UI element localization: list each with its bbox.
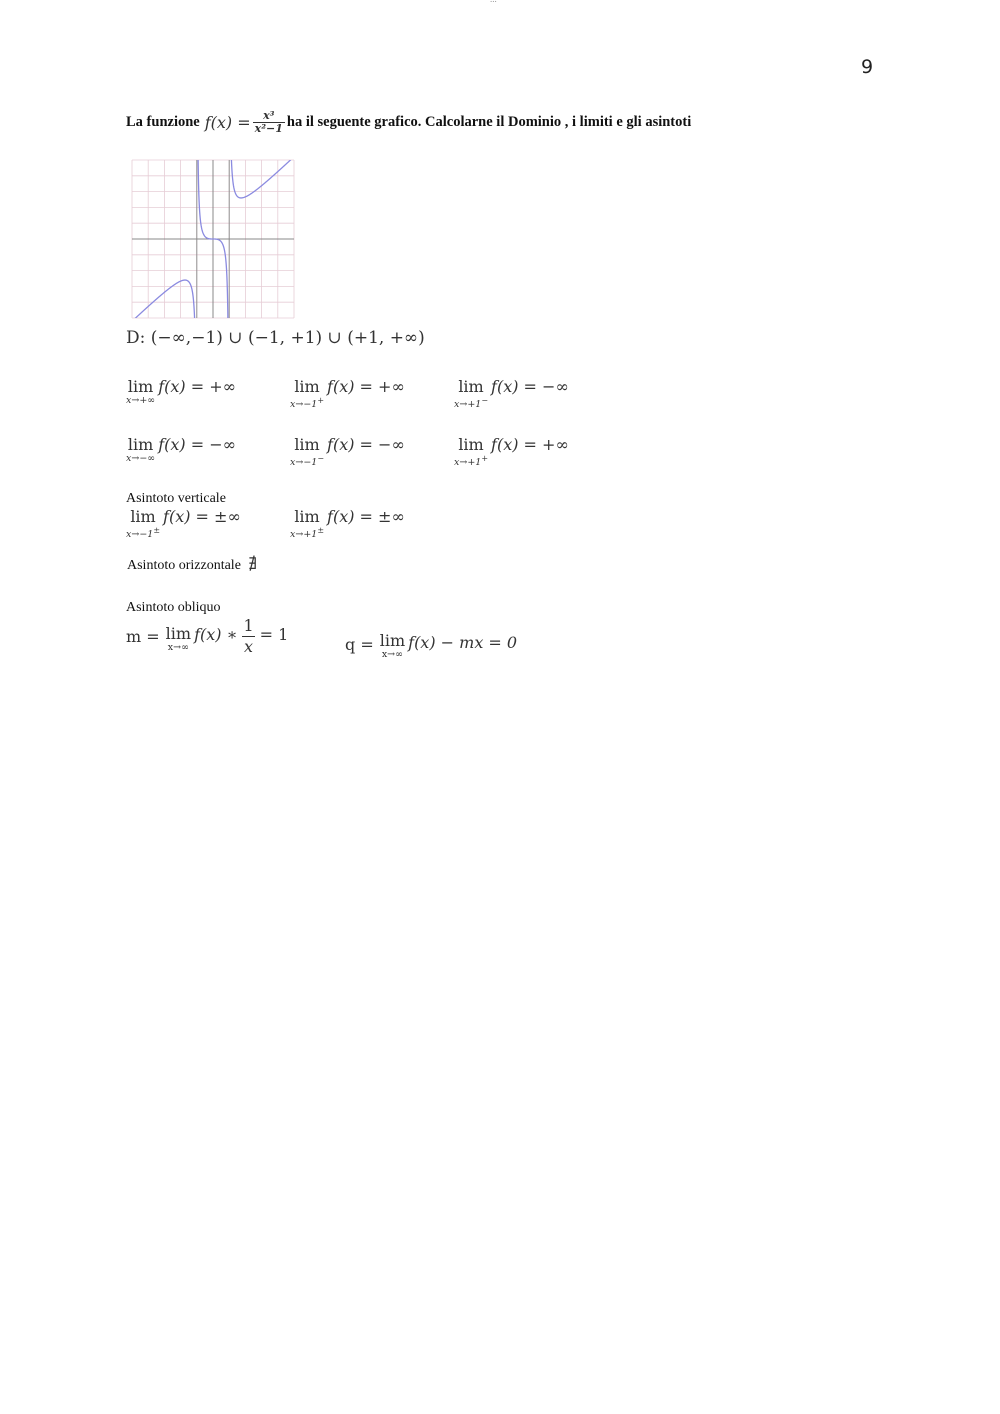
function-fraction [253, 110, 285, 135]
limit-sub: x→+1 [454, 457, 482, 468]
limit-sub: x→−1 [290, 457, 318, 468]
function-name: f(x) = [204, 113, 251, 132]
page-number: 9 [861, 56, 874, 78]
lim-word: lim [127, 377, 154, 396]
limit-expression: f(x) = −∞ [491, 377, 569, 396]
function-graph [128, 156, 298, 322]
limit-expression: f(x) = +∞ [158, 377, 236, 396]
lim-word: lim [130, 507, 156, 526]
limit-sub: x→+1 [454, 399, 482, 410]
limit-expression: f(x) = −∞ [327, 435, 405, 454]
fraction-denominator: x²−1 [254, 122, 283, 135]
slope-fraction [241, 616, 255, 657]
slope-prefix: m = [126, 627, 160, 646]
limit-sub: x→−1 [126, 529, 154, 540]
limit-row2-item-0 [126, 436, 236, 464]
lim-word: lim [127, 435, 154, 454]
limit-row2-item-2 [454, 436, 569, 468]
lim-word: lim [379, 631, 406, 650]
domain-expression: D: (−∞,−1) ∪ (−1, +1) ∪ (+1, +∞) [126, 328, 425, 348]
limit-sub: x→+∞ [126, 395, 156, 406]
limit-sup: − [317, 454, 325, 463]
lim-word: lim [458, 377, 484, 396]
limit-expression: f(x) = ±∞ [327, 507, 405, 526]
slope-expression: f(x) ∗ [194, 625, 238, 644]
limit-sub: x→+1 [290, 529, 318, 540]
limit-row1-item-1 [290, 378, 405, 410]
slope-numerator: 1 [243, 616, 254, 635]
limit-sub: x→∞ [381, 649, 404, 660]
limit-sup: + [317, 396, 325, 405]
vertical-limit-1 [290, 508, 405, 540]
vertical-limit-0 [126, 508, 241, 540]
lim-word: lim [294, 507, 320, 526]
slope-result: = 1 [259, 625, 289, 644]
limit-sub: x→−∞ [126, 453, 156, 464]
limit-sub: x→∞ [167, 641, 189, 653]
vertical-asymptote-label: Asintoto verticale [126, 491, 226, 506]
intercept-formula [345, 628, 517, 660]
limit-expression: f(x) = +∞ [327, 377, 405, 396]
limit-expression: f(x) = ±∞ [163, 507, 241, 526]
intercept-prefix: q = [345, 634, 374, 654]
exercise-statement [126, 110, 691, 135]
lim-word: lim [294, 435, 320, 454]
limit-sup: + [481, 454, 489, 463]
limit-expression: f(x) = +∞ [491, 435, 569, 454]
oblique-asymptote-label: Asintoto obliquo [126, 600, 221, 615]
lim-word: lim [165, 623, 192, 643]
slope-formula [126, 616, 288, 657]
header-mark [490, 0, 497, 4]
fraction-numerator: x³ [263, 109, 275, 122]
limit-expression: f(x) = −∞ [158, 435, 236, 454]
horizontal-asymptote-label: Asintoto orizzontale [127, 558, 241, 573]
limit-sup: − [481, 396, 489, 405]
not-exists-symbol: ∄ [248, 554, 258, 573]
limit-row2-item-1 [290, 436, 405, 468]
horizontal-asymptote [127, 554, 257, 574]
statement-suffix: ha il seguente grafico. Calcolarne il Dominio , i limiti e gli asintoti [286, 114, 692, 130]
intercept-expression: f(x) − mx = 0 [408, 632, 518, 652]
statement-prefix: La funzione [126, 114, 200, 130]
limit-sub: x→−1 [290, 399, 318, 410]
limit-sup: ± [317, 526, 325, 535]
limit-row1-item-2 [454, 378, 569, 410]
limit-row1-item-0 [126, 378, 236, 406]
lim-word: lim [294, 377, 320, 396]
lim-word: lim [458, 435, 484, 454]
limit-sup: ± [153, 526, 161, 535]
slope-denominator: x [244, 637, 254, 656]
